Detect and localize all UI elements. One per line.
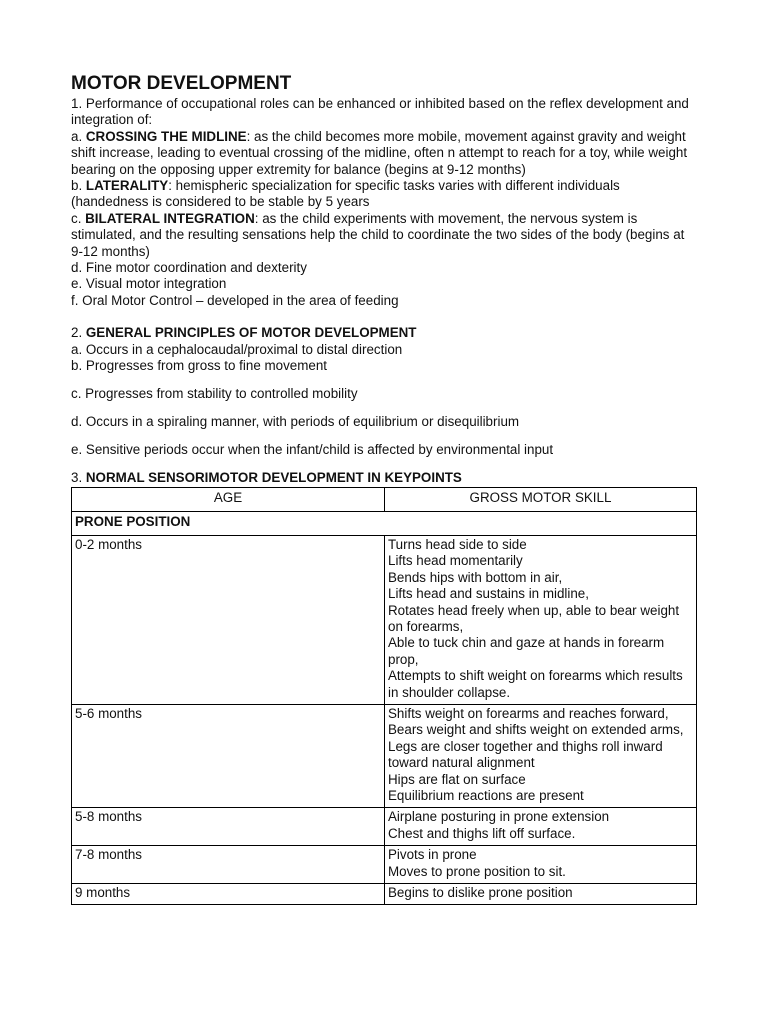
skill-cell xyxy=(385,846,697,884)
skill-line: Bears weight and shifts weight on extended arms, xyxy=(388,722,684,738)
section1-item-d: d. Fine motor coordination and dexterity xyxy=(71,260,307,276)
age-cell: 0-2 months xyxy=(72,535,385,704)
skill-line: Lifts head and sustains in midline, xyxy=(388,586,589,602)
section1-item-e: e. Visual motor integration xyxy=(71,276,227,292)
skill-line: Begins to dislike prone position xyxy=(388,885,573,901)
table-row xyxy=(72,808,697,846)
skill-line: Turns head side to side xyxy=(388,536,527,552)
skill-line: Legs are closer together and thighs roll inward xyxy=(388,738,663,754)
skill-line: Able to tuck chin and gaze at hands in forearm xyxy=(388,635,665,651)
column-header-age: AGE xyxy=(72,488,385,511)
age-cell: 9 months xyxy=(72,884,385,905)
section-number: 3. xyxy=(71,469,86,485)
section2-item-b: b. Progresses from gross to fine movement xyxy=(71,358,328,374)
motor-skills-table xyxy=(71,487,697,905)
skill-line: Equilibrium reactions are present xyxy=(388,788,584,804)
item-text: : as the child becomes more mobile, movement against gravity and weight shift increase, leading to eventual crossing of the midline, often n attempt to reach for a toy, while weight bearing on the opposing upper extremity for balance (begins at 9-12 months) xyxy=(71,128,688,177)
section3-heading xyxy=(71,470,697,486)
skill-line: Attempts to shift weight on forearms which results xyxy=(388,668,683,684)
section2-item-e: e. Sensitive periods occur when the infant/child is affected by environmental input xyxy=(71,441,554,457)
column-header-skill: GROSS MOTOR SKILL xyxy=(385,488,697,511)
skill-line: Rotates head freely when up, able to bear weight xyxy=(388,602,680,618)
document-page xyxy=(71,72,697,905)
table-row xyxy=(72,884,697,905)
section-label-prone: PRONE POSITION xyxy=(72,511,697,535)
age-cell: 7-8 months xyxy=(72,846,385,884)
table-header-row xyxy=(72,488,697,511)
section1-intro: 1. Performance of occupational roles can be enhanced or inhibited based on the reflex development and integration of: xyxy=(71,96,689,128)
age-cell: 5-6 months xyxy=(72,705,385,808)
section2-heading xyxy=(71,325,697,341)
table-row xyxy=(72,535,697,704)
item-heading: BILATERAL INTEGRATION xyxy=(85,210,255,226)
age-cell: 5-8 months xyxy=(72,808,385,846)
section-title: NORMAL SENSORIMOTOR DEVELOPMENT IN KEYPOINTS xyxy=(85,469,462,485)
item-prefix: b. xyxy=(71,178,86,194)
skill-line: Hips are flat on surface xyxy=(388,771,526,787)
document-title: MOTOR DEVELOPMENT xyxy=(71,73,292,94)
skill-line: in shoulder collapse. xyxy=(388,684,511,700)
skill-line: on forearms, xyxy=(388,618,464,634)
section1-item-f: f. Oral Motor Control – developed in the area of feeding xyxy=(71,292,399,308)
item-heading: CROSSING THE MIDLINE xyxy=(85,128,247,144)
skill-line: Chest and thighs lift off surface. xyxy=(388,825,576,841)
item-text: : as the child experiments with movement, the nervous system is stimulated, and the resulting sensations help the child to coordinate the two sides of the body (begins at 9-12 months) xyxy=(71,210,685,259)
skill-line: prop, xyxy=(388,651,419,667)
skill-line: toward natural alignment xyxy=(388,755,535,771)
item-prefix: a. xyxy=(71,128,86,144)
table-row xyxy=(72,705,697,808)
section-number: 2. xyxy=(71,325,86,341)
skill-line: Airplane posturing in prone extension xyxy=(388,809,610,825)
skill-cell xyxy=(385,705,697,808)
table-body xyxy=(72,511,697,905)
skill-line: Pivots in prone xyxy=(388,847,477,863)
section-title: GENERAL PRINCIPLES OF MOTOR DEVELOPMENT xyxy=(85,325,417,341)
skill-cell xyxy=(385,535,697,704)
skill-line: Moves to prone position to sit. xyxy=(388,863,566,879)
section1-item-c xyxy=(71,211,697,260)
skill-line: Shifts weight on forearms and reaches forward, xyxy=(388,706,669,721)
table-row xyxy=(72,846,697,884)
skill-line: Lifts head momentarily xyxy=(388,553,523,569)
section2-item-d: d. Occurs in a spiraling manner, with periods of equilibrium or disequilibrium xyxy=(71,413,520,429)
section1-item-a xyxy=(71,129,697,178)
skill-cell xyxy=(385,884,697,905)
table-section-row xyxy=(72,511,697,535)
section2-item-a: a. Occurs in a cephalocaudal/proximal to distal direction xyxy=(71,341,403,357)
section1-item-b xyxy=(71,178,697,211)
item-heading: LATERALITY xyxy=(85,178,169,194)
skill-cell xyxy=(385,808,697,846)
item-text: : hemispheric specialization for specific tasks varies with different individuals (handedness is considered to be stable by 5 years xyxy=(71,178,620,210)
section2-item-c: c. Progresses from stability to controlled mobility xyxy=(71,386,358,401)
item-prefix: c. xyxy=(71,210,86,226)
skill-line: Bends hips with bottom in air, xyxy=(388,569,563,585)
